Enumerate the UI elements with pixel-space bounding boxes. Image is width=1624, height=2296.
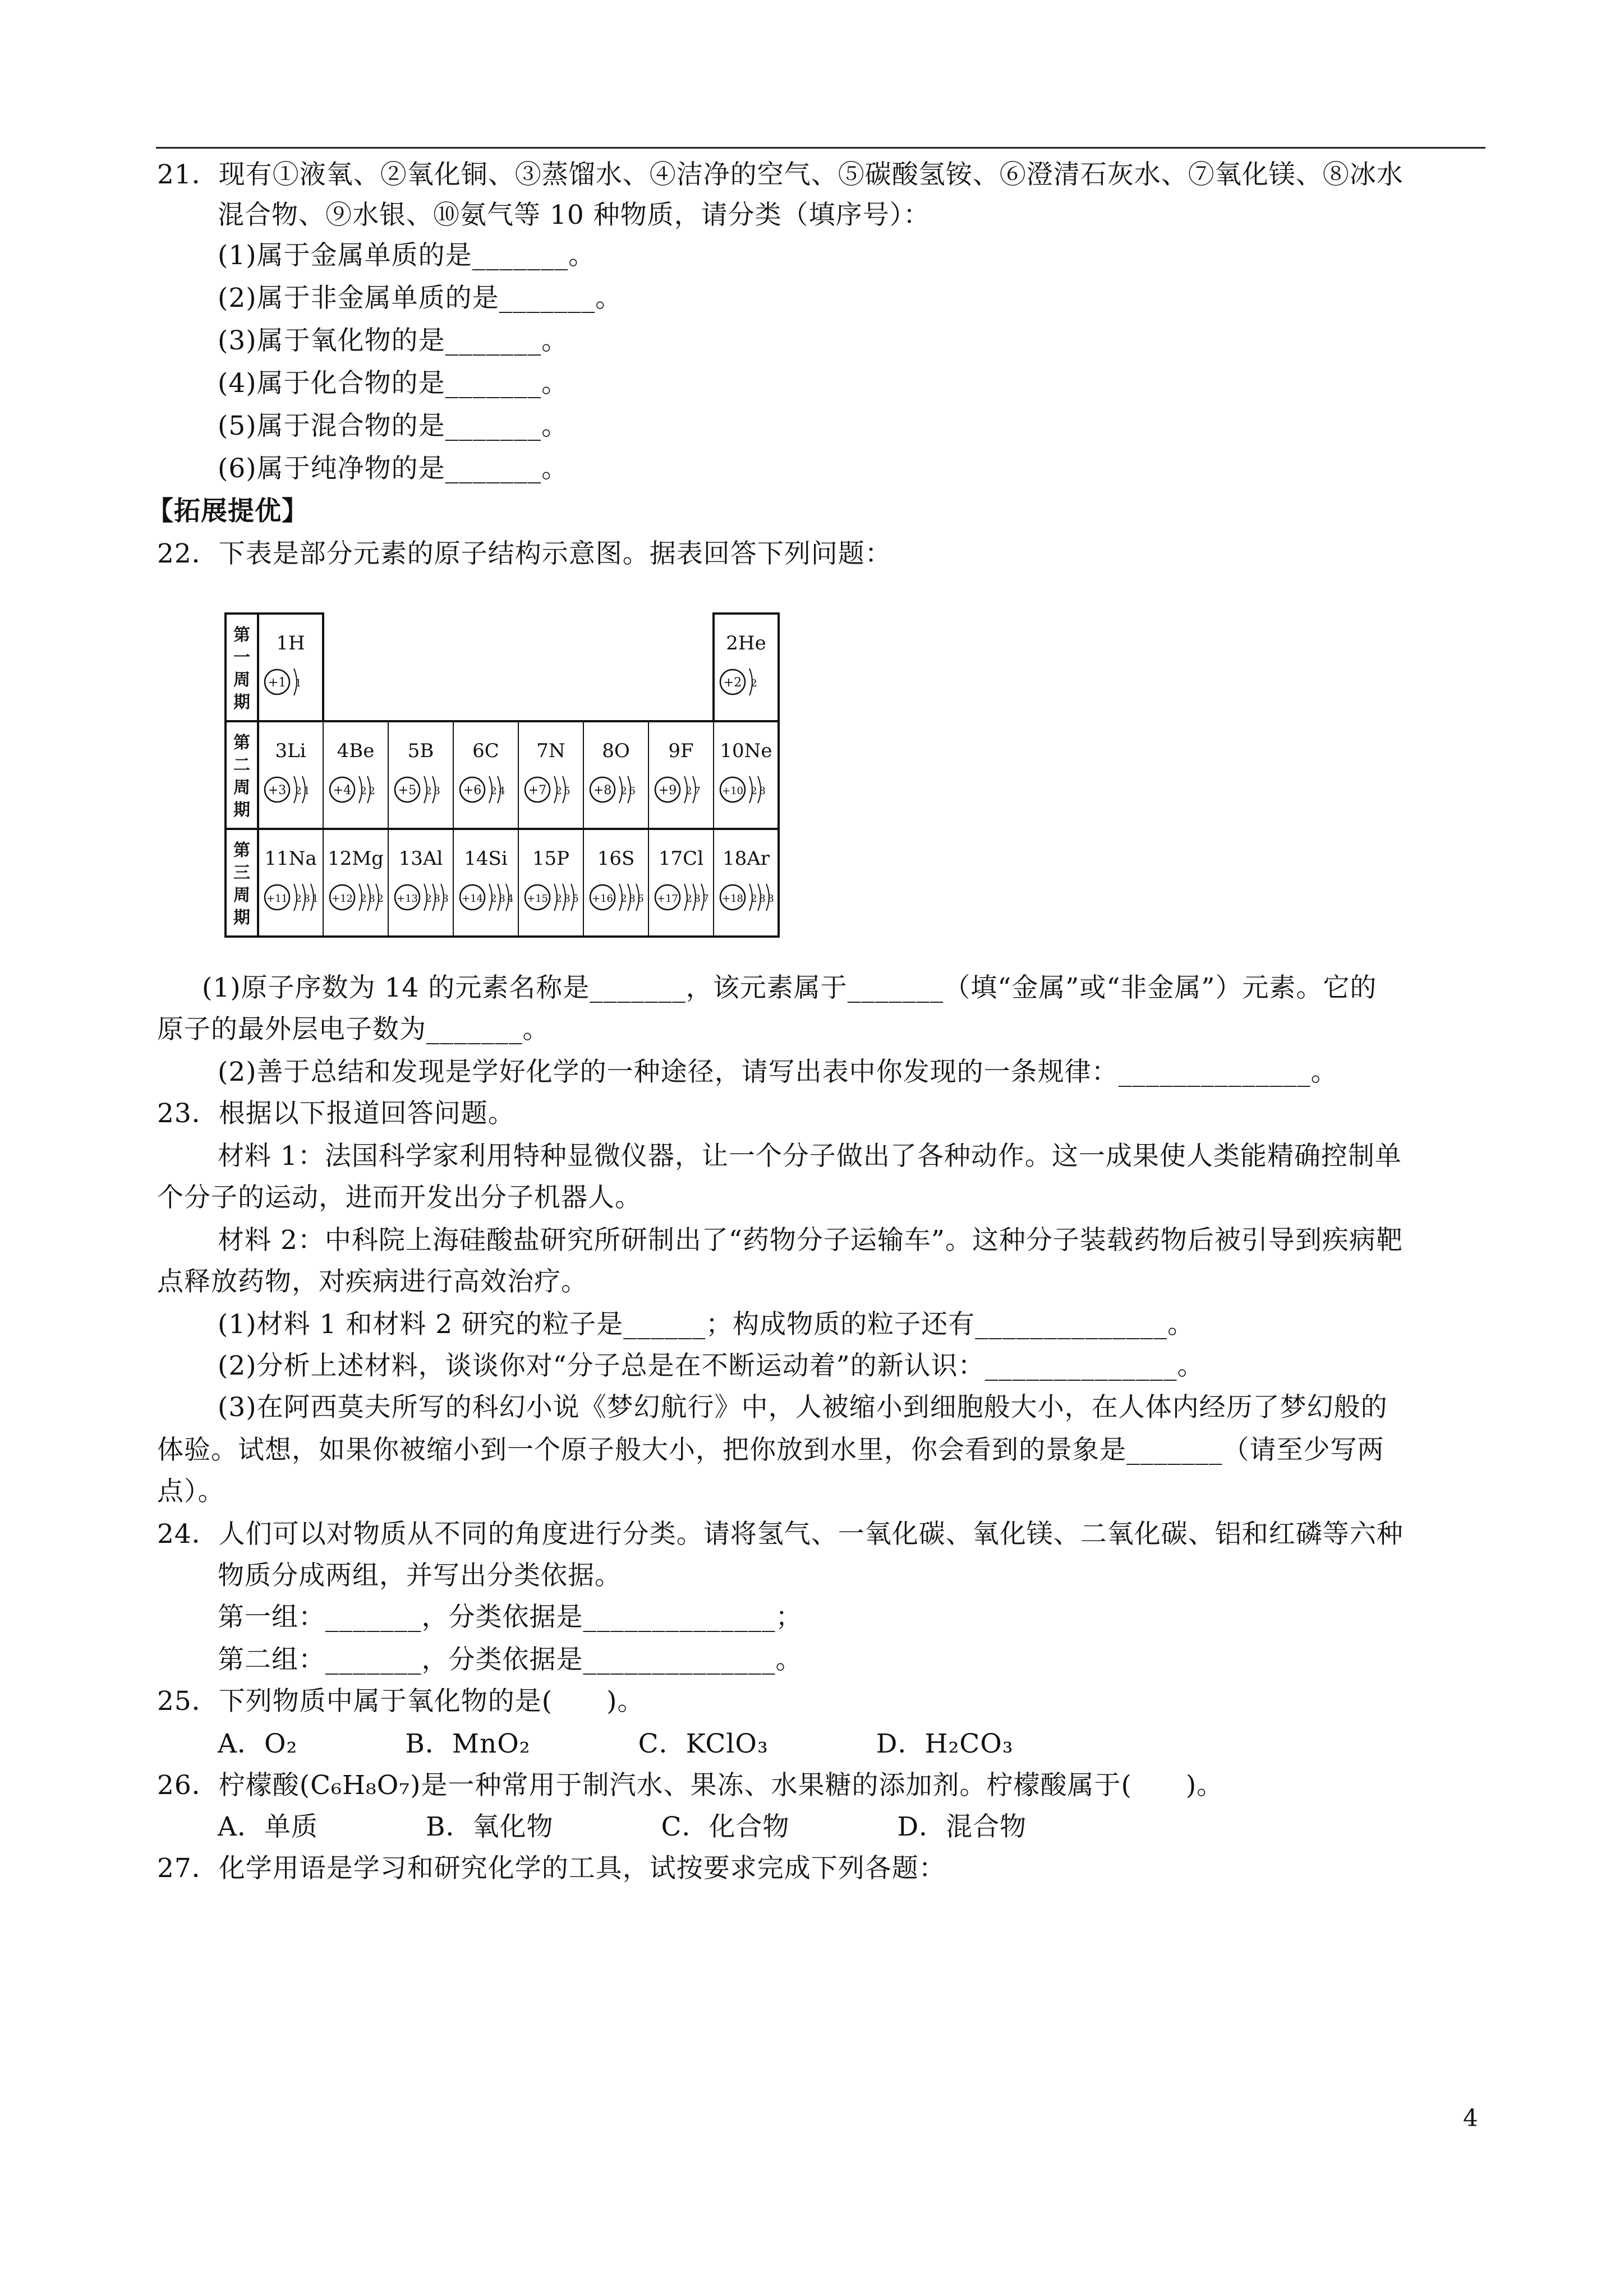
q23-sub3-line2: 体验。试想，如果你被缩小到一个原子般大小，把你放到水里，你会看到的景象是_______（请至少写两 — [157, 1435, 1384, 1465]
period-label-char: 第 — [233, 841, 250, 860]
element-row3-2-shell-electrons: 3 — [442, 893, 449, 905]
q22-sub2: (2)善于总结和发现是学好化学的一种途径，请写出表中你发现的一条规律：______________。 — [218, 1057, 1338, 1087]
table-frame-row1-right — [714, 614, 779, 721]
element-row2-2-shell-electrons: 3 — [434, 785, 440, 797]
element-row3-6-nucleus-charge: +17 — [657, 893, 678, 905]
element-h-symbol: 1H — [276, 632, 305, 654]
element-row2-4-symbol: 7N — [536, 740, 565, 762]
period-label-char: 第 — [233, 733, 250, 753]
q24-group2: 第二组：_______，分类依据是______________。 — [218, 1644, 803, 1675]
element-row2-4-shell-electrons: 5 — [564, 785, 571, 797]
q23-sub1: (1)材料 1 和材料 2 研究的粒子是______；构成物质的粒子还有______________。 — [218, 1309, 1195, 1340]
element-he-shell-electrons: 2 — [751, 677, 757, 689]
period-label-char: 二 — [233, 755, 250, 775]
q21-line1: 21．现有①液氧、②氧化铜、③蒸馏水、④洁净的空气、⑤碳酸氢铵、⑥澄清石灰水、⑦氧化镁、⑧冰水 — [157, 159, 1404, 190]
q23-material1-line2: 个分子的运动，进而开发出分子机器人。 — [157, 1182, 642, 1213]
q21-line2: 混合物、⑨水银、⑩氨气等 10 种物质，请分类（填序号）： — [218, 200, 931, 230]
q25-options: A．O₂ B．MnO₂ C．KClO₃ D．H₂CO₃ — [218, 1728, 1014, 1759]
q23-material1-line1: 材料 1：法国科学家利用特种显微仪器，让一个分子做出了各种动作。这一成果使人类能精确控制单 — [218, 1141, 1402, 1172]
element-row3-7-shell-electrons: 8 — [759, 893, 766, 905]
q23-sub3-line1: (3)在阿西莫夫所写的科幻小说《梦幻航行》中，人被缩小到细胞般大小，在人体内经历了梦幻般的 — [218, 1392, 1388, 1423]
element-row2-3-shell-electrons: 4 — [499, 785, 505, 797]
element-row3-3-shell-electrons: 2 — [490, 893, 497, 905]
period-label-char: 期 — [233, 908, 250, 928]
q23-sub3-line3: 点）。 — [157, 1476, 225, 1507]
q21-item-2: (2)属于非金属单质的是_______。 — [218, 283, 623, 313]
element-row2-5-nucleus-charge: +8 — [593, 783, 612, 797]
element-row3-3-shell-electrons: 8 — [499, 893, 505, 905]
atomic-structure-table — [223, 611, 793, 939]
element-row3-4-nucleus-charge: +15 — [527, 893, 548, 905]
element-row2-6-symbol: 9F — [668, 740, 694, 762]
element-row2-3-shell-electrons: 2 — [490, 785, 497, 797]
page-number: 4 — [1463, 2104, 1478, 2132]
q26-options: A．单质 B．氧化物 C．化合物 D．混合物 — [218, 1811, 1027, 1842]
q21-item-4: (4)属于化合物的是_______。 — [218, 368, 569, 399]
element-row3-5-symbol: 16S — [597, 847, 635, 870]
element-row2-6-shell-electrons: 7 — [694, 785, 701, 797]
atomic-structure-svg — [223, 611, 793, 939]
q25-stem: 25．下列物质中属于氧化物的是( )。 — [157, 1686, 645, 1717]
element-row2-7-nucleus-charge: +10 — [722, 785, 743, 797]
element-row2-3-nucleus-charge: +6 — [463, 783, 482, 797]
element-row3-4-shell-electrons: 8 — [564, 893, 571, 905]
element-row2-1-shell-electrons: 2 — [369, 785, 375, 797]
element-row2-7-shell-electrons: 2 — [751, 785, 757, 797]
q21-item-5: (5)属于混合物的是_______。 — [218, 411, 569, 441]
element-row3-5-shell-electrons: 2 — [620, 893, 627, 905]
period-label-char: 三 — [233, 863, 250, 883]
q22-stem: 22．下表是部分元素的原子结构示意图。据表回答下列问题： — [157, 538, 892, 569]
element-he-nucleus-charge: +2 — [723, 676, 742, 690]
element-row3-4-shell-electrons: 2 — [555, 893, 562, 905]
element-row3-7-shell-electrons: 2 — [751, 893, 757, 905]
element-row3-3-shell-electrons: 4 — [507, 893, 514, 905]
element-row3-5-shell-electrons: 8 — [629, 893, 636, 905]
element-row3-5-nucleus-charge: +16 — [592, 893, 613, 905]
header-rule — [156, 147, 1485, 149]
q24-line1: 24．人们可以对物质从不同的角度进行分类。请将氢气、一氧化碳、氧化镁、二氧化碳、铝和红磷等六种 — [157, 1519, 1404, 1550]
period-label-char: 第 — [233, 625, 250, 645]
q23-sub2: (2)分析上述材料，谈谈你对“分子总是在不断运动着”的新认识：______________。 — [218, 1350, 1204, 1381]
element-row3-1-shell-electrons: 8 — [369, 893, 375, 905]
element-row2-7-symbol: 10Ne — [720, 740, 772, 762]
element-row2-0-nucleus-charge: +3 — [268, 783, 287, 797]
q23-stem: 23．根据以下报道回答问题。 — [157, 1098, 515, 1129]
element-row3-2-shell-electrons: 8 — [434, 893, 440, 905]
element-row3-4-shell-electrons: 5 — [572, 893, 579, 905]
element-row3-7-nucleus-charge: +18 — [722, 893, 743, 905]
element-row3-1-shell-electrons: 2 — [360, 893, 367, 905]
element-row2-5-shell-electrons: 6 — [629, 785, 636, 797]
element-row2-3-symbol: 6C — [472, 740, 499, 762]
element-row2-6-nucleus-charge: +9 — [658, 783, 677, 797]
element-row2-0-symbol: 3Li — [275, 740, 306, 762]
element-row3-6-symbol: 17Cl — [658, 847, 704, 870]
period-label-char: 期 — [233, 693, 250, 712]
q22-sub1-line1: (1)原子序数为 14 的元素名称是_______，该元素属于_______（填“金属”或“非金属”）元素。它的 — [202, 972, 1377, 1003]
element-row2-7-shell-electrons: 8 — [759, 785, 766, 797]
element-row3-7-symbol: 18Ar — [722, 847, 770, 870]
q23-material2-line1: 材料 2：中科院上海硅酸盐研究所研制出了“药物分子运输车”。这种分子装载药物后被引导到疾病靶 — [218, 1225, 1403, 1256]
element-row3-0-shell-electrons: 2 — [295, 893, 302, 905]
element-row3-6-shell-electrons: 2 — [686, 893, 692, 905]
element-row3-6-shell-electrons: 7 — [702, 893, 709, 905]
element-row3-1-nucleus-charge: +12 — [332, 893, 353, 905]
element-row3-7-shell-electrons: 8 — [767, 893, 774, 905]
element-row3-1-shell-electrons: 2 — [377, 893, 384, 905]
element-row3-3-nucleus-charge: +14 — [462, 893, 483, 905]
element-row3-1-symbol: 12Mg — [328, 847, 384, 870]
q22-sub1-line2: 原子的最外层电子数为_______。 — [157, 1014, 550, 1045]
element-row3-4-symbol: 15P — [532, 847, 570, 870]
element-row2-2-shell-electrons: 2 — [425, 785, 432, 797]
element-h-shell-electrons: 1 — [295, 677, 302, 689]
element-row3-0-shell-electrons: 8 — [303, 893, 310, 905]
period-label-char: 一 — [233, 648, 250, 667]
q27-stem: 27．化学用语是学习和研究化学的工具，试按要求完成下列各题： — [157, 1853, 946, 1884]
q24-group1: 第一组：_______，分类依据是______________； — [218, 1602, 803, 1633]
q21-item-3: (3)属于氧化物的是_______。 — [218, 325, 569, 356]
element-row3-0-shell-electrons: 1 — [312, 893, 319, 905]
element-he-symbol: 2He — [726, 632, 766, 654]
element-row3-6-shell-electrons: 8 — [694, 893, 701, 905]
q26-stem: 26．柠檬酸(C₆H₈O₇)是一种常用于制汽水、果冻、水果糖的添加剂。柠檬酸属于( )。 — [157, 1770, 1224, 1801]
section-title: 【拓展提优】 — [147, 496, 309, 527]
element-row3-0-nucleus-charge: +11 — [266, 893, 288, 905]
period-label-char: 周 — [233, 670, 250, 690]
period-label-char: 期 — [233, 800, 250, 820]
q21-item-1: (1)属于金属单质的是_______。 — [218, 240, 596, 271]
element-row3-5-shell-electrons: 6 — [637, 893, 644, 905]
element-row2-2-symbol: 5B — [407, 740, 434, 762]
element-row2-0-shell-electrons: 2 — [295, 785, 302, 797]
element-row2-6-shell-electrons: 2 — [686, 785, 692, 797]
element-row3-0-symbol: 11Na — [264, 847, 317, 870]
element-row3-3-symbol: 14Si — [464, 847, 508, 870]
element-row2-4-nucleus-charge: +7 — [528, 783, 547, 797]
element-row2-4-shell-electrons: 2 — [555, 785, 562, 797]
element-row3-2-nucleus-charge: +13 — [397, 893, 418, 905]
element-row2-1-shell-electrons: 2 — [360, 785, 367, 797]
element-row2-2-nucleus-charge: +5 — [398, 783, 417, 797]
period-label-char: 周 — [233, 886, 250, 905]
element-row2-5-symbol: 8O — [602, 740, 630, 762]
element-row2-0-shell-electrons: 1 — [303, 785, 310, 797]
q23-material2-line2: 点释放药物，对疾病进行高效治疗。 — [157, 1266, 588, 1297]
element-h-nucleus-charge: +1 — [268, 676, 287, 690]
element-row3-2-shell-electrons: 2 — [425, 893, 432, 905]
q21-item-6: (6)属于纯净物的是_______。 — [218, 453, 569, 484]
q24-line2: 物质分成两组，并写出分类依据。 — [218, 1560, 622, 1591]
element-row2-1-symbol: 4Be — [337, 740, 375, 762]
element-row2-5-shell-electrons: 2 — [620, 785, 627, 797]
element-row3-2-symbol: 13Al — [398, 847, 443, 870]
element-row2-1-nucleus-charge: +4 — [333, 783, 352, 797]
period-label-char: 周 — [233, 778, 250, 797]
